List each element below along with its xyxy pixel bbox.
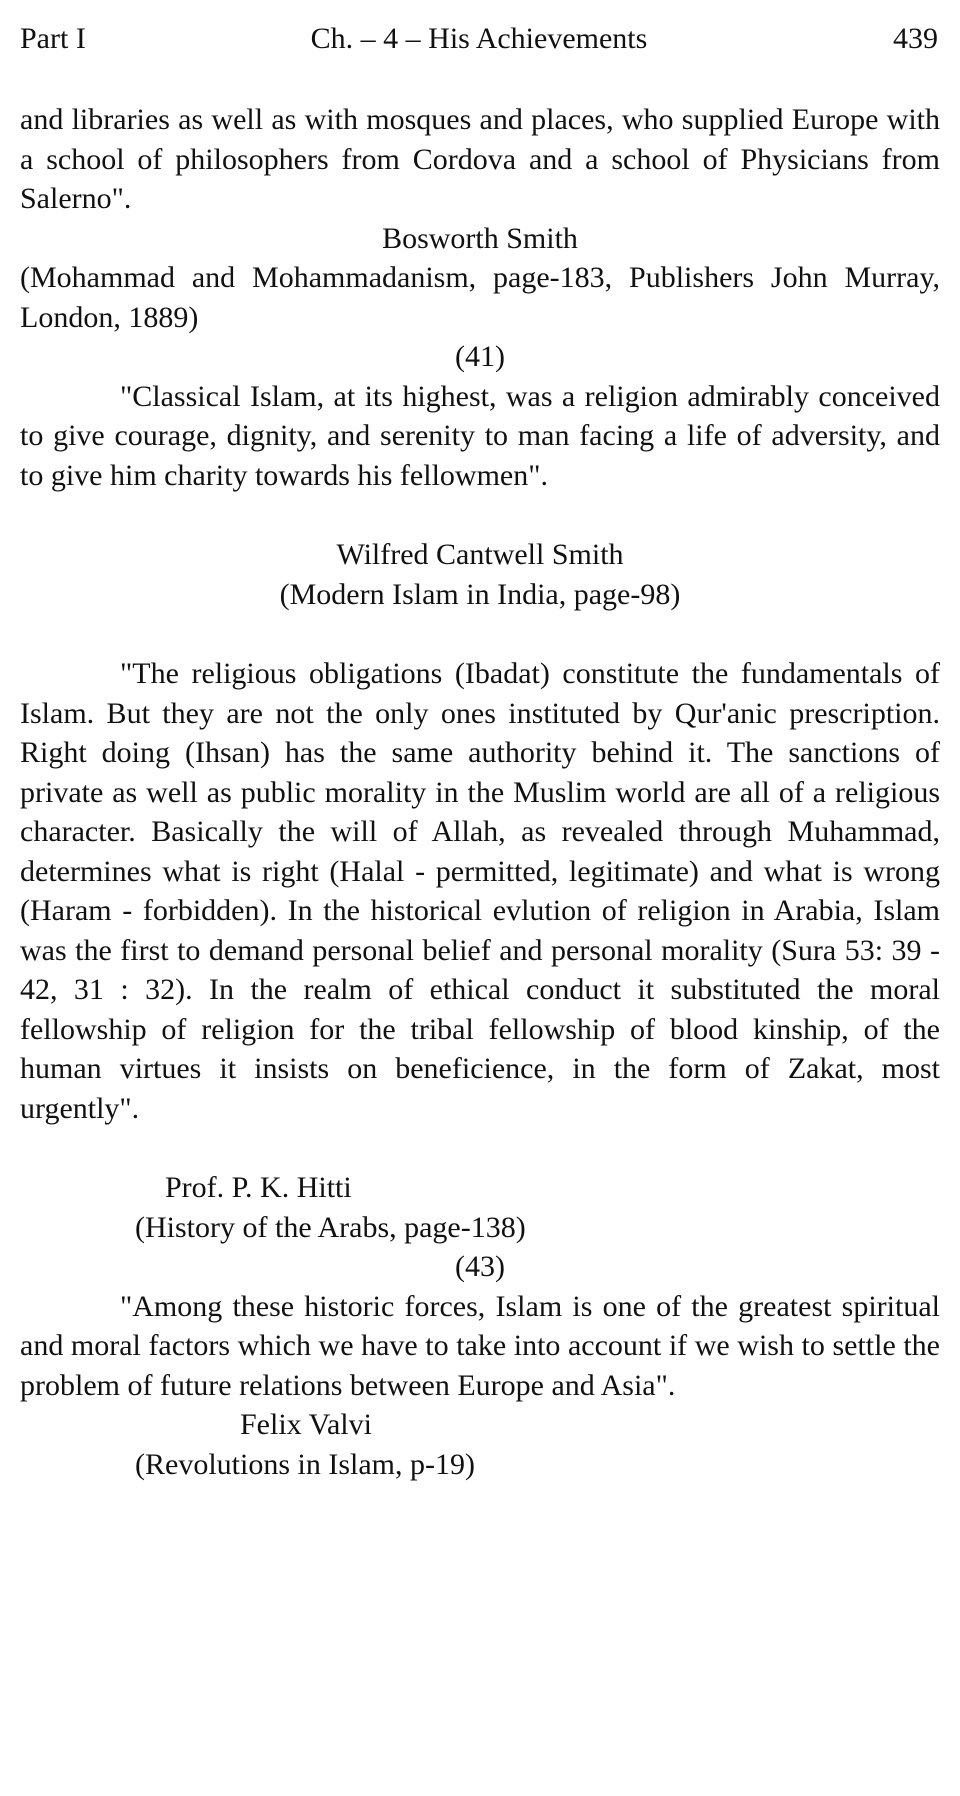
quote-41-author: Wilfred Cantwell Smith	[336, 538, 624, 571]
quote-40-author: Bosworth Smith	[382, 221, 578, 255]
chapter-title: Ch. – 4 – His Achievements	[310, 22, 648, 55]
quote-40-text: and libraries as well as with mosques and places, who supplied Europe with a school of philosophers from Cordova and a school of Physicians from Salerno".	[20, 103, 940, 215]
quote-40-source: (Mohammad and Mohammadanism, page-183, Publishers John Murray, London, 1889)	[20, 261, 940, 334]
quote-42-source: (History of the Arabs, page-138)	[135, 1210, 526, 1244]
quote-41-text: "Classical Islam, at its highest, was a religion admirably conceived to give courage, dignity, and serenity to man facing a life of adversity, and to give him charity towards his fellowmen".	[20, 379, 940, 492]
page-number: 439	[893, 22, 938, 55]
quote-42-text: "The religious obligations (Ibadat) constitute the fundamentals of Islam. But they are not the only ones instituted by Qur'anic prescription. Right doing (Ihsan) has the same authority behind it. The sanctions of private as well as public morality in the Muslim world are all of a religious character. Basically the will of Allah, as revealed through Muhammad, determines what is right (Halal - permitted, legitimate) and what is wrong (Haram - forbidden). In the historical evlution of religion in Arabia, Islam was the first to demand personal belief and personal morality (Sura 53: 39 - 42, 31 : 32). In the realm of ethical conduct it substituted the moral fellowship of religion for the tribal fellowship of blood kinship, of the human virtues it insists on beneficience, in the form of Zakat, most urgently".	[20, 657, 940, 1125]
running-header	[20, 22, 938, 62]
quote-41-number: (41)	[455, 340, 505, 373]
page-body	[20, 100, 940, 1484]
part-label: Part I	[20, 22, 86, 55]
quote-42-author: Prof. P. K. Hitti	[165, 1171, 352, 1204]
quote-43-source: (Revolutions in Islam, p-19)	[135, 1447, 475, 1481]
quote-43-text: "Among these historic forces, Islam is one of the greatest spiritual and moral factors which we have to take into account if we wish to settle the problem of future relations between Europe and Asia".	[20, 1289, 940, 1402]
quote-43-number: (43)	[455, 1250, 505, 1283]
quote-43-author: Felix Valvi	[240, 1408, 372, 1441]
quote-41-source: (Modern Islam in India, page-98)	[279, 577, 681, 611]
